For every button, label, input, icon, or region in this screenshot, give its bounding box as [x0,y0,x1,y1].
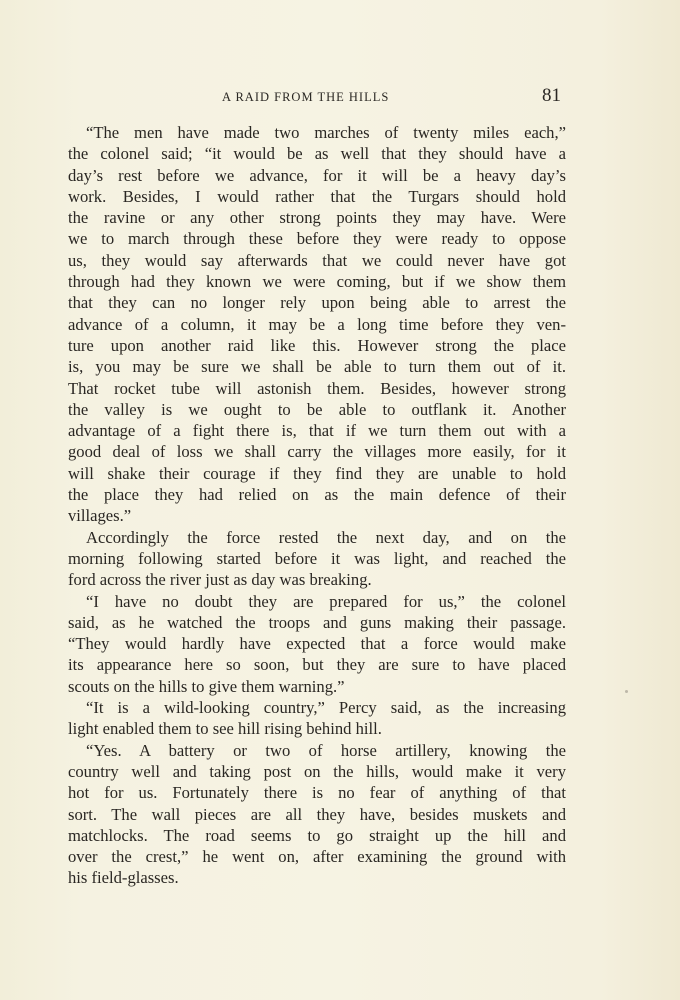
paper-speck [625,690,628,693]
text-line: ture upon another raid like this. However strong the place [68,335,566,355]
text-line: advantage of a fight there is, that if we turn them out with a [68,421,566,441]
page-header [0,85,680,108]
text-line: its appearance here so soon, but they are sure to have placed [68,655,566,675]
running-head: A RAID FROM THE HILLS [222,90,390,104]
text-line: day’s rest before we advance, for it will be a heavy day’s [68,165,566,185]
text-line: through had they known we were coming, but if we show them [68,272,566,292]
text-line: matchlocks. The road seems to go straight up the hill and [68,825,566,845]
text-line: his field-glasses. [68,868,179,888]
page-number: 81 [542,85,561,106]
text-line: villages.” [68,506,132,526]
text-line: “They would hardly have expected that a force would make [68,634,566,654]
text-line: light enabled them to see hill rising behind hill. [68,719,382,739]
text-line: advance of a column, it may be a long time before they ven- [68,314,566,334]
text-line: good deal of loss we shall carry the villages more easily, for it [68,442,566,462]
text-line: “Yes. A battery or two of horse artillery, knowing the [86,740,566,760]
text-line: is, you may be sure we shall be able to turn them out of it. [68,357,566,377]
text-line: “I have no doubt they are prepared for us,” the colonel [86,591,566,611]
text-line: over the crest,” he went on, after examining the ground with [68,847,566,867]
text-line: “It is a wild-looking country,” Percy said, as the increasing [86,698,566,718]
body-text [68,122,566,889]
text-line: that they can no longer rely upon being able to arrest the [68,293,566,313]
text-line: country well and taking post on the hills, would make it very [68,761,566,781]
text-line: the ravine or any other strong points they may have. Were [68,208,566,228]
text-line: That rocket tube will astonish them. Besides, however strong [68,378,566,398]
text-line: work. Besides, I would rather that the Turgars should hold [68,186,566,206]
text-line: said, as he watched the troops and guns making their passage. [68,612,566,632]
text-line: the valley is we ought to be able to outflank it. Another [68,399,566,419]
text-line: ford across the river just as day was breaking. [68,570,372,590]
text-line: will shake their courage if they find they are unable to hold [68,463,566,483]
text-line: the colonel said; “it would be as well that they should have a [68,144,566,164]
text-line: scouts on the hills to give them warning.” [68,676,345,696]
text-line: morning following started before it was light, and reached the [68,548,566,568]
text-line: the place they had relied on as the main defence of their [68,485,566,505]
text-line: hot for us. Fortunately there is no fear of anything of that [68,783,566,803]
text-line: sort. The wall pieces are all they have, besides muskets and [68,804,566,824]
text-line: us, they would say afterwards that we could never have got [68,250,566,270]
text-line: we to march through these before they were ready to oppose [68,229,566,249]
text-line: Accordingly the force rested the next day, and on the [86,527,566,547]
text-line: “The men have made two marches of twenty miles each,” [86,123,566,142]
